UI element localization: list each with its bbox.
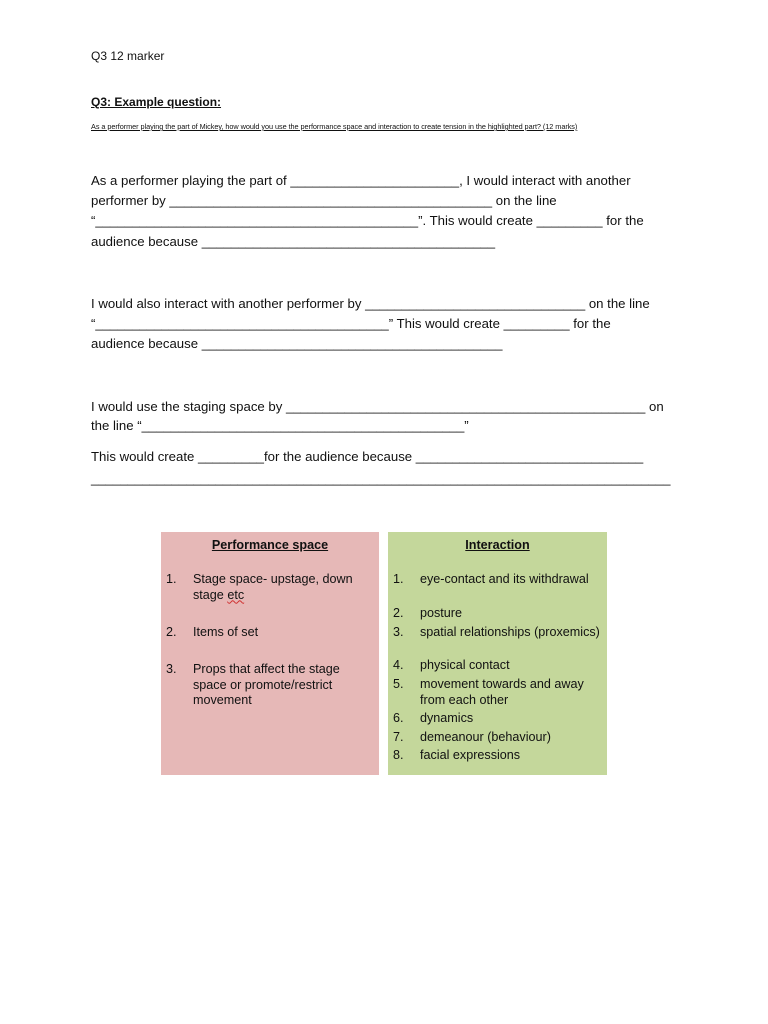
answer-line-5: I would also interact with another performer by ______________________________ on the line	[91, 296, 650, 311]
list-item-number: 4.	[393, 658, 404, 672]
answer-line-6: “________________________________________” This would create _________ for the	[91, 316, 611, 331]
list-item-number: 2.	[166, 625, 177, 639]
answer-line-8: I would use the staging space by _________________________________________________ on	[91, 399, 664, 414]
list-item-text: movement towards and away from each other	[420, 677, 584, 707]
list-item-number: 2.	[393, 606, 404, 620]
list-item-text: Stage space- upstage, down stage etc	[193, 572, 353, 602]
list-item-number: 1.	[393, 572, 404, 586]
question-heading: Q3: Example question:	[91, 95, 222, 109]
list-item-text: demeanour (behaviour)	[420, 730, 551, 744]
list-item-text: Props that affect the stage space or promote/restrict movement	[193, 662, 340, 707]
performance-space-title: Performance space	[211, 538, 329, 552]
answer-line-7: audience because _________________________________________	[91, 336, 503, 351]
list-item-text: spatial relationships (proxemics)	[420, 625, 600, 639]
answer-line-11: _______________________________________________________________________________	[91, 471, 671, 486]
list-item-text: Items of set	[193, 625, 259, 639]
list-item-number: 3.	[393, 625, 404, 639]
answer-line-9: the line “____________________________________________”	[91, 418, 469, 433]
list-item-text: eye-contact and its withdrawal	[420, 572, 589, 586]
list-item-text: physical contact	[420, 658, 510, 672]
list-item-text: posture	[420, 606, 463, 620]
interaction-title: Interaction	[465, 538, 530, 552]
list-item-text: dynamics	[420, 711, 474, 725]
list-item-number: 3.	[166, 662, 177, 676]
list-item-number: 7.	[393, 730, 404, 744]
answer-line-3: “____________________________________________”. This would create _________ for the	[91, 213, 644, 228]
top-label: Q3 12 marker	[91, 49, 165, 63]
answer-line-2: performer by ____________________________________________ on the line	[91, 193, 557, 208]
answer-line-10: This would create _________for the audience because _______________________________	[91, 449, 644, 464]
list-item-number: 5.	[393, 677, 404, 691]
list-item-number: 8.	[393, 748, 404, 762]
list-item-number: 6.	[393, 711, 404, 725]
answer-line-4: audience because ________________________________________	[91, 234, 496, 249]
question-text: As a performer playing the part of Mickey, how would you use the performance space and interaction to create tension in the highlighted part? (12 marks)	[91, 122, 578, 131]
list-item-text: facial expressions	[420, 748, 521, 762]
list-item-number: 1.	[166, 572, 177, 586]
answer-line-1: As a performer playing the part of _______________________, I would interact with another	[91, 173, 631, 188]
spellcheck-underlined-word: etc	[227, 587, 245, 602]
performance-space-box	[161, 532, 379, 775]
interaction-box	[388, 532, 607, 775]
